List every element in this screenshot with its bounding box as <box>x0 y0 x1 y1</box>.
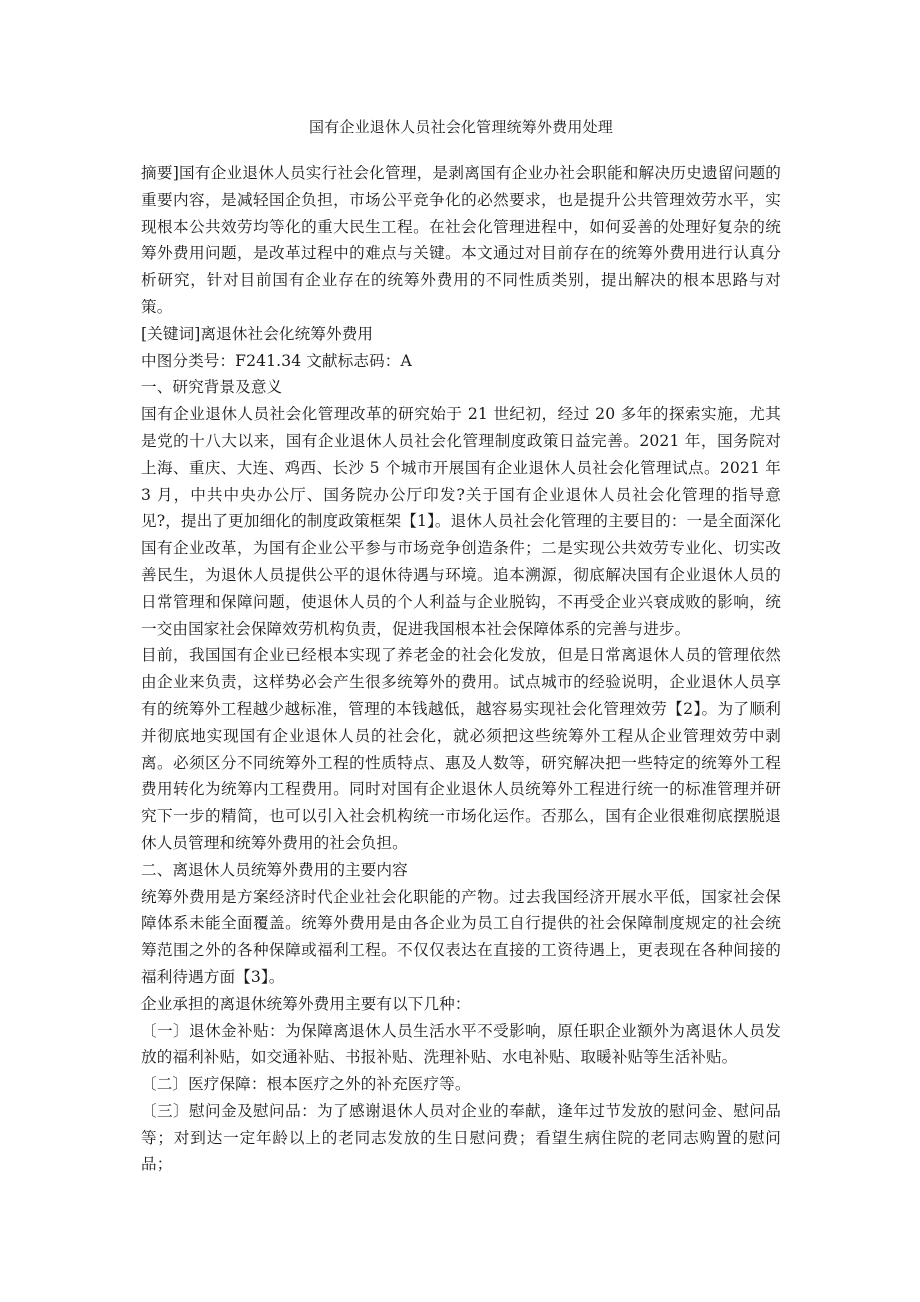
section-heading-1: 一、研究背景及意义 <box>141 378 283 397</box>
list-item: 〔一〕退休金补贴：为保障离退休人员生活水平不受影响，原任职企业额外为离退休人员发放的福利补贴，如交通补贴、书报补贴、洗理补贴、水电补贴、取暖补贴等生活补贴。 <box>141 1021 781 1067</box>
body-paragraph: 国有企业退休人员社会化管理改革的研究始于 21 世纪初，经过 20 多年的探索实施，尤其是党的十八大以来，国有企业退休人员社会化管理制度政策日益完善。2021 年，国务院对上海、重庆、大连、鸡西、长沙 5 个城市开展国有企业退休人员社会化管理试点。2021 年 3 月，中共中央办公厅、国务院办公厅印发?关于国有企业退休人员社会化管理的指导意见?，提出了更加细化的制度政策框架【1】。退休人员社会化管理的主要目的：一是全面深化国有企业改革，为国有企业公平参与市场竞争创造条件；二是实现公共效劳专业化、切实改善民生，为退休人员提供公平的退休待遇与环境。追本溯源，彻底解决国有企业退休人员的日常管理和保障问题，使退休人员的个人利益与企业脱钩，不再受企业兴衰成败的影响，统一交由国家社会保障效劳机构负责，促进我国根本社会保障体系的完善与进步。 <box>141 405 781 638</box>
body-paragraph: 统筹外费用是方案经济时代企业社会化职能的产物。过去我国经济开展水平低，国家社会保障体系未能全面覆盖。统筹外费用是由各企业为员工自行提供的社会保障制度规定的社会统筹范围之外的各种保障或福利工程。不仅仅表达在直接的工资待遇上，更表现在各种间接的福利待遇方面【3】。 <box>141 887 781 986</box>
list-item: 〔二〕医疗保障：根本医疗之外的补充医疗等。 <box>141 1075 471 1094</box>
section-heading-2: 二、离退休人员统筹外费用的主要内容 <box>141 860 408 879</box>
keywords-line: [关键词]离退休社会化统筹外费用 <box>141 324 374 343</box>
document-title: 国有企业退休人员社会化管理统筹外费用处理 <box>308 118 613 136</box>
abstract-paragraph: 摘要]国有企业退休人员实行社会化管理，是剥离国有企业办社会职能和解决历史遗留问题的重要内容，是减轻国企负担，市场公平竞争化的必然要求，也是提升公共管理效劳水平，实现根本公共效劳均等化的重大民生工程。在社会化管理进程中，如何妥善的处理好复杂的统筹外费用问题，是改革过程中的难点与关键。本文通过对目前存在的统筹外费用进行认真分析研究，针对目前国有企业存在的统筹外费用的不同性质类别，提出解决的根本思路与对策。 <box>141 164 781 316</box>
list-intro: 企业承担的离退休统筹外费用主要有以下几种： <box>141 994 471 1013</box>
list-item: 〔三〕慰问金及慰问品：为了感谢退休人员对企业的奉献，逢年过节发放的慰问金、慰问品等；对到达一定年龄以上的老同志发放的生日慰问费；看望生病住院的老同志购置的慰问品； <box>141 1101 781 1174</box>
body-paragraph: 目前，我国国有企业已经根本实现了养老金的社会化发放，但是日常离退休人员的管理依然由企业来负责，这样势必会产生很多统筹外的费用。试点城市的经验说明，企业退休人员享有的统筹外工程越少越标准，管理的本钱越低，越容易实现社会化管理效劳【2】。为了顺利并彻底地实现国有企业退休人员的社会化，就必须把这些统筹外工程从企业管理效劳中剥离。必须区分不同统筹外工程的性质特点、惠及人数等，研究解决把一些特定的统筹外工程费用转化为统筹内工程费用。同时对国有企业退休人员统筹外工程进行统一的标准管理并研究下一步的精简，也可以引入社会机构统一市场化运作。否那么，国有企业很难彻底摆脱退休人员管理和统筹外费用的社会负担。 <box>141 646 781 852</box>
document-body <box>141 160 781 1178</box>
classification-line: 中图分类号：F241.34 文献标志码：A <box>141 351 412 370</box>
